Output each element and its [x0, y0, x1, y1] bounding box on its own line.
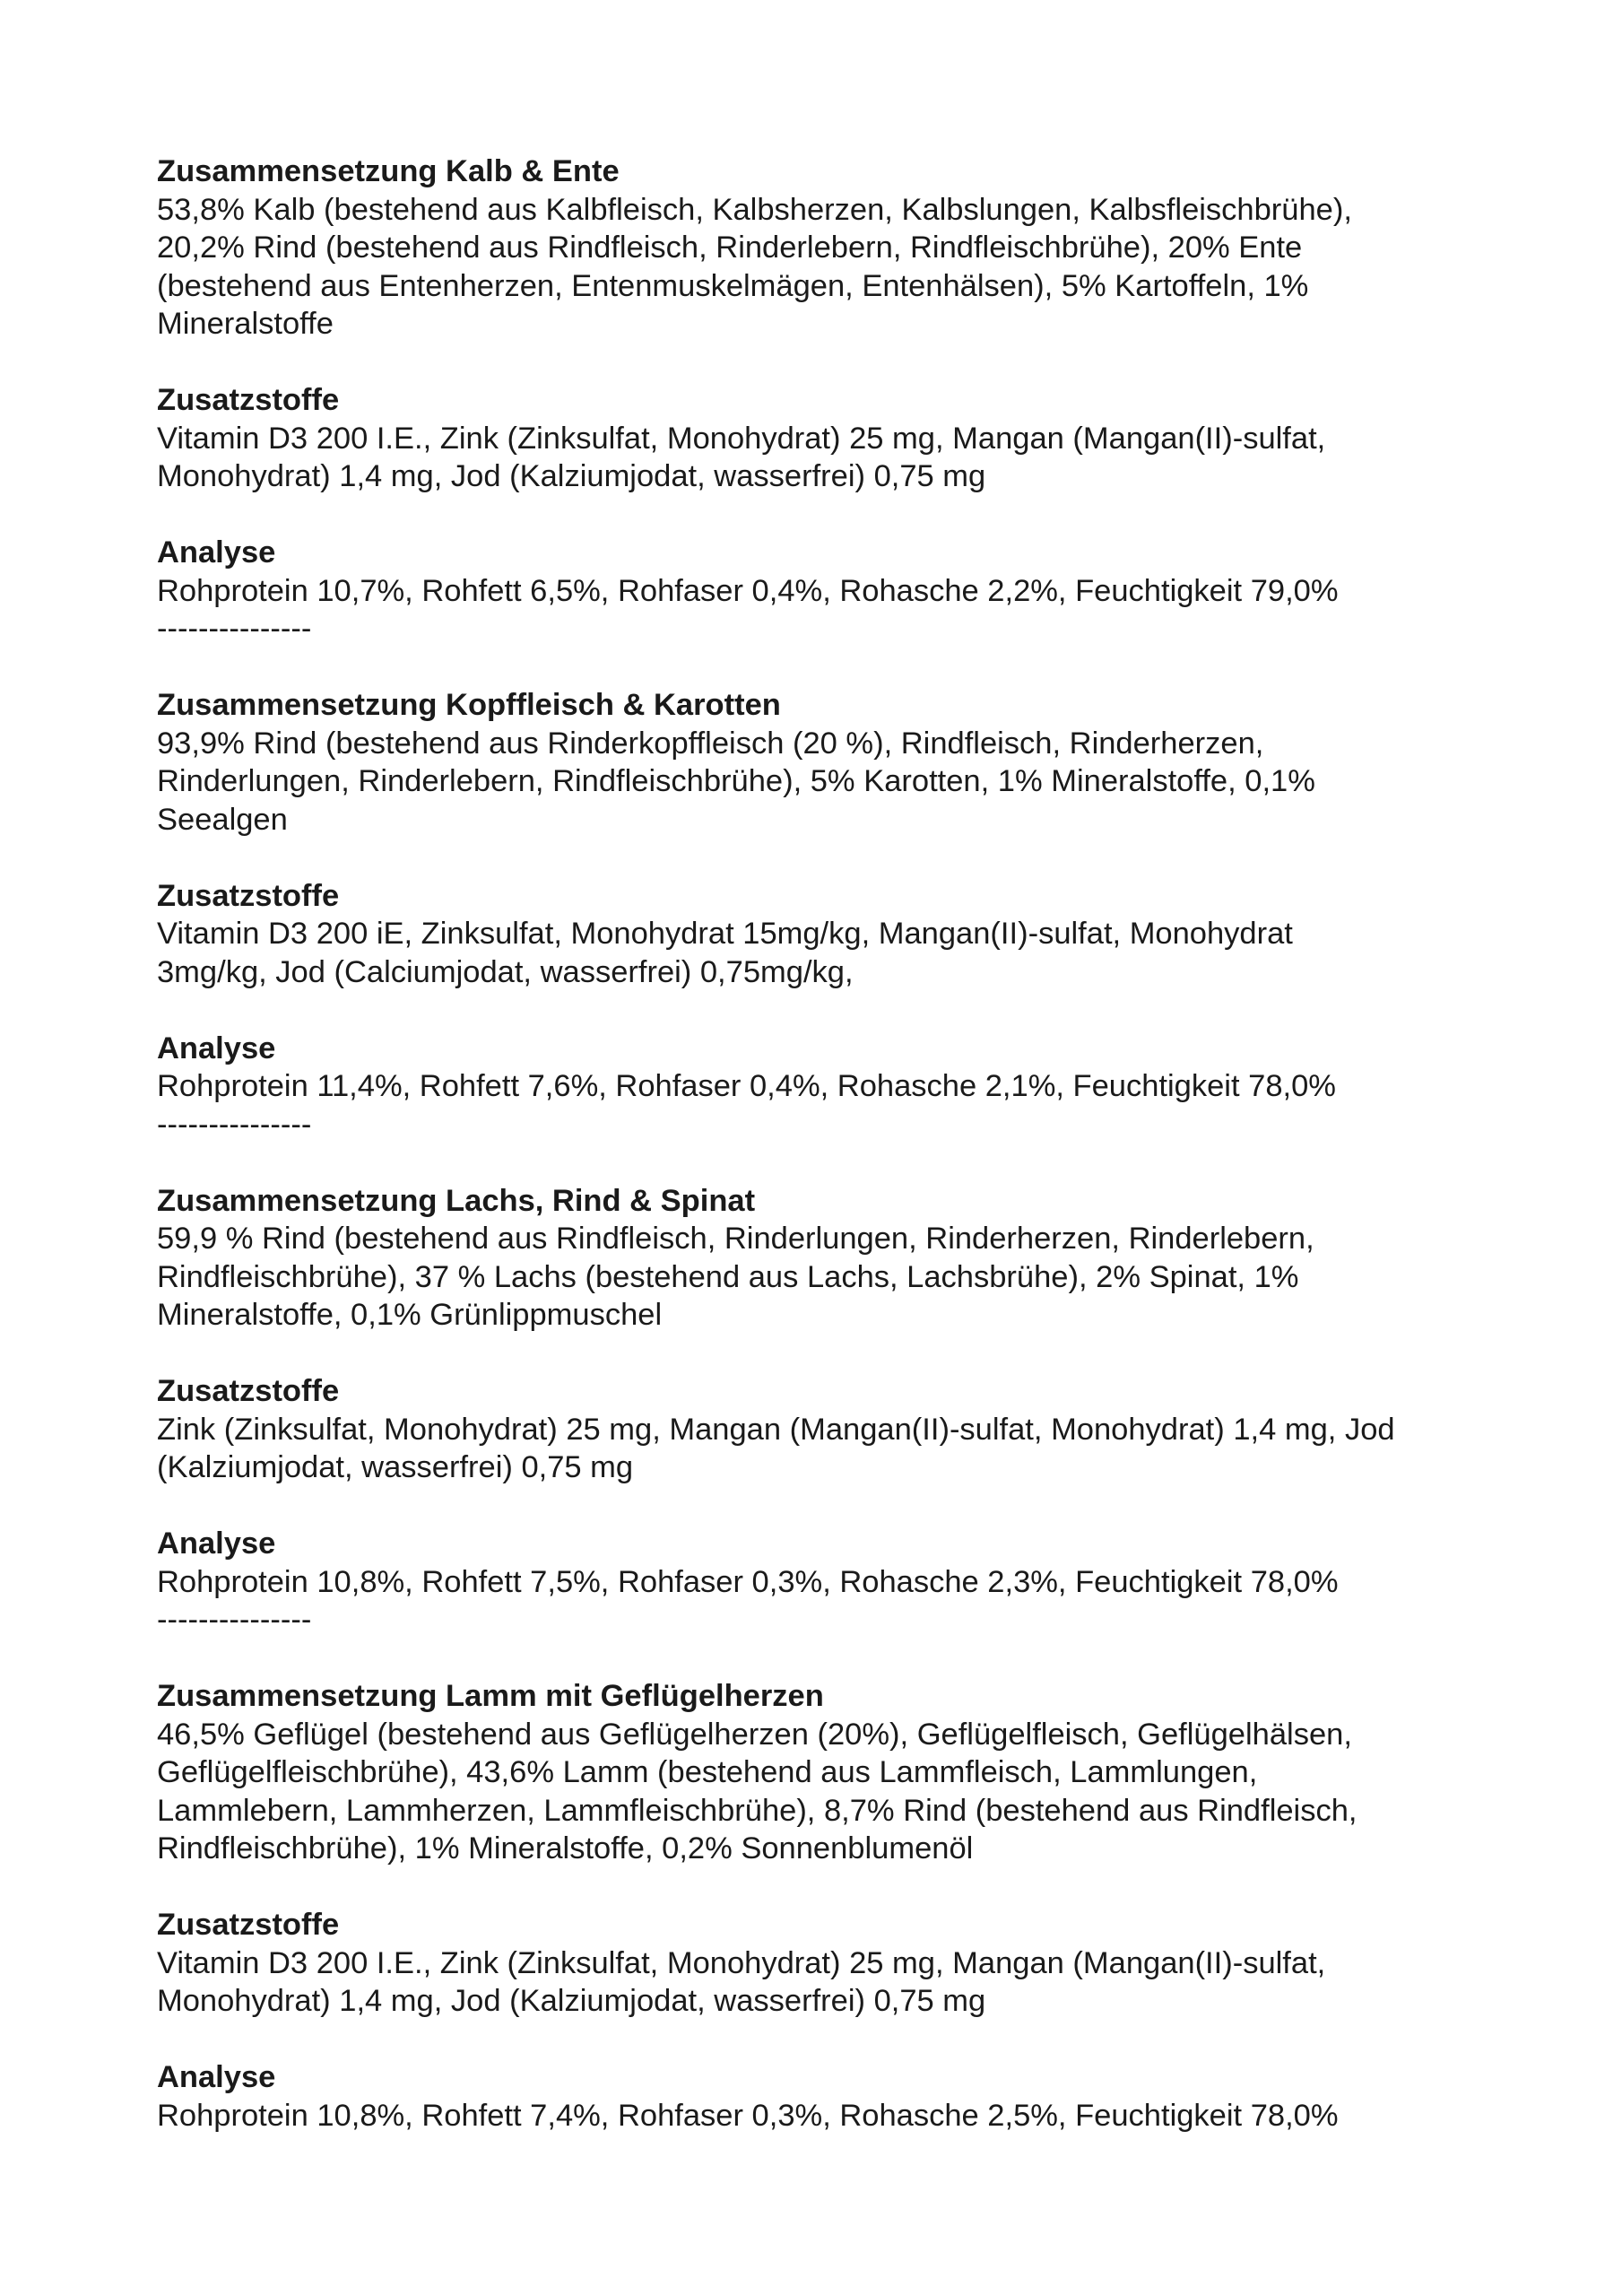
composition-line: 53,8% Kalb (bestehend aus Kalbfleisch, Kalbsherzen, Kalbslungen, Kalbsfleischbrühe), [157, 192, 1352, 227]
product-section [157, 1677, 1484, 2135]
product-section [157, 686, 1484, 1182]
composition-line: 93,9% Rind (bestehend aus Rinderkopffleisch (20 %), Rindfleisch, Rinderherzen, [157, 726, 1264, 761]
analysis-line: Rohprotein 11,4%, Rohfett 7,6%, Rohfaser 0,4%, Rohasche 2,1%, Feuchtigkeit 78,0% [157, 1069, 1336, 1103]
spacer [157, 648, 1484, 687]
composition-line: 46,5% Geflügel (bestehend aus Geflügelherzen (20%), Geflügelfleisch, Geflügelhälsen, [157, 1717, 1352, 1752]
composition-heading: Zusammensetzung Kopffleisch & Karotten [157, 688, 781, 722]
additives-heading: Zusatzstoffe [157, 1908, 340, 1942]
composition-line: 20,2% Rind (bestehend aus Rindfleisch, Rinderlebern, Rindfleischbrühe), 20% Ente [157, 230, 1303, 265]
composition-heading: Zusammensetzung Lamm mit Geflügelherzen [157, 1679, 824, 1713]
composition-line: (bestehend aus Entenherzen, Entenmuskelmägen, Entenhälsen), 5% Kartoffeln, 1% [157, 268, 1309, 303]
analysis-line: Rohprotein 10,8%, Rohfett 7,5%, Rohfaser 0,3%, Rohasche 2,3%, Feuchtigkeit 78,0% [157, 1564, 1339, 1599]
spacer [157, 1487, 1484, 1526]
composition-line: Rinderlungen, Rinderlebern, Rindfleischbrühe), 5% Karotten, 1% Mineralstoffe, 0,1% [157, 764, 1315, 798]
product-section [157, 1182, 1484, 1678]
composition-line: Rindfleischbrühe), 1% Mineralstoffe, 0,2% Sonnenblumenöl [157, 1831, 974, 1866]
document-body [157, 152, 1484, 2135]
additives-line: Vitamin D3 200 iE, Zinksulfat, Monohydrat 15mg/kg, Mangan(II)-sulfat, Monohydrat [157, 917, 1293, 951]
spacer [157, 839, 1484, 877]
additives-heading: Zusatzstoffe [157, 1374, 340, 1408]
analysis-line: Rohprotein 10,8%, Rohfett 7,4%, Rohfaser 0,3%, Rohasche 2,5%, Feuchtigkeit 78,0% [157, 2098, 1339, 2133]
composition-heading: Zusammensetzung Lachs, Rind & Spinat [157, 1183, 756, 1218]
composition-line: 59,9 % Rind (bestehend aus Rindfleisch, Rinderlungen, Rinderherzen, Rinderlebern, [157, 1222, 1314, 1256]
spacer [157, 1868, 1484, 1907]
spacer [157, 1335, 1484, 1373]
product-section [157, 152, 1484, 686]
composition-line: Geflügelfleischbrühe), 43,6% Lamm (bestehend aus Lammfleisch, Lammlungen, [157, 1755, 1258, 1789]
additives-line: Vitamin D3 200 I.E., Zink (Zinksulfat, Monohydrat) 25 mg, Mangan (Mangan(II)-sulfat, [157, 1945, 1326, 1980]
analysis-heading: Analyse [157, 1031, 276, 1065]
additives-line: Zink (Zinksulfat, Monohydrat) 25 mg, Mangan (Mangan(II)-sulfat, Monohydrat) 1,4 mg, Jod [157, 1412, 1395, 1447]
section-separator: --------------- [157, 612, 312, 646]
composition-heading: Zusammensetzung Kalb & Ente [157, 154, 620, 188]
additives-line: Monohydrat) 1,4 mg, Jod (Kalziumjodat, wasserfrei) 0,75 mg [157, 459, 986, 493]
composition-line: Seealgen [157, 802, 288, 837]
analysis-heading: Analyse [157, 2060, 276, 2094]
analysis-line: Rohprotein 10,7%, Rohfett 6,5%, Rohfaser 0,4%, Rohasche 2,2%, Feuchtigkeit 79,0% [157, 573, 1339, 608]
spacer [157, 344, 1484, 382]
composition-line: Mineralstoffe, 0,1% Grünlippmuschel [157, 1298, 663, 1332]
additives-line: Vitamin D3 200 I.E., Zink (Zinksulfat, Monohydrat) 25 mg, Mangan (Mangan(II)-sulfat, [157, 421, 1326, 456]
spacer [157, 991, 1484, 1030]
composition-line: Lammlebern, Lammherzen, Lammfleischbrühe), 8,7% Rind (bestehend aus Rindfleisch, [157, 1793, 1357, 1828]
additives-heading: Zusatzstoffe [157, 383, 340, 417]
additives-line: (Kalziumjodat, wasserfrei) 0,75 mg [157, 1450, 634, 1484]
analysis-heading: Analyse [157, 535, 276, 570]
additives-line: 3mg/kg, Jod (Calciumjodat, wasserfrei) 0,75mg/kg, [157, 954, 854, 989]
composition-line: Rindfleischbrühe), 37 % Lachs (bestehend aus Lachs, Lachsbrühe), 2% Spinat, 1% [157, 1259, 1299, 1294]
section-separator: --------------- [157, 1107, 312, 1142]
spacer [157, 1639, 1484, 1678]
spacer [157, 496, 1484, 535]
composition-line: Mineralstoffe [157, 307, 334, 341]
additives-line: Monohydrat) 1,4 mg, Jod (Kalziumjodat, wasserfrei) 0,75 mg [157, 1984, 986, 2018]
additives-heading: Zusatzstoffe [157, 878, 340, 913]
spacer [157, 1144, 1484, 1182]
section-separator: --------------- [157, 1603, 312, 1637]
analysis-heading: Analyse [157, 1526, 276, 1561]
spacer [157, 2021, 1484, 2059]
